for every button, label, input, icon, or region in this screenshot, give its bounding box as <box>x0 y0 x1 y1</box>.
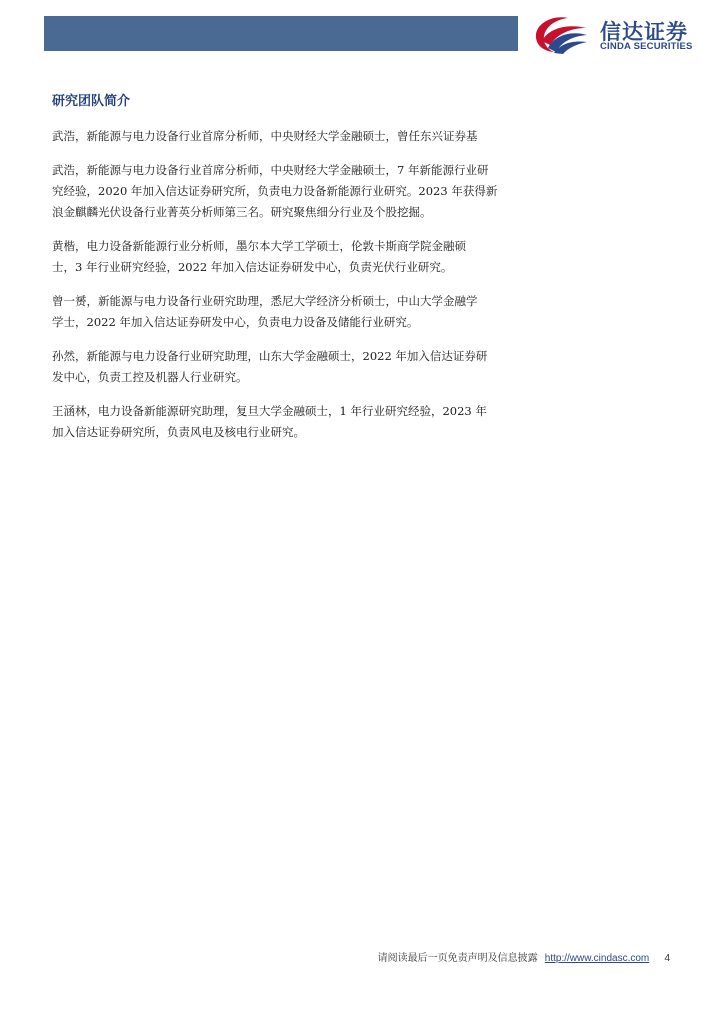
bio-line: 武浩，新能源与电力设备行业首席分析师，中央财经大学金融硕士，7 年新能源行业研 <box>52 163 489 177</box>
logo-name-cn: 信达证券 <box>600 20 688 44</box>
bio-line: 王涵林，电力设备新能源研究助理，复旦大学金融硕士，1 年行业研究经验，2023 年 <box>52 404 487 418</box>
website-link[interactable]: http://www.cindasc.com <box>544 953 650 964</box>
page-footer <box>378 949 670 964</box>
section-title: 研究团队简介 <box>52 94 131 109</box>
bio-line: 士，3 年行业研究经验，2022 年加入信达证券研发中心，负责光伏行业研究。 <box>52 260 453 274</box>
bio-line: 武浩，新能源与电力设备行业首席分析师，中央财经大学金融硕士，曾任东兴证券基 <box>52 129 478 143</box>
header-bar <box>44 16 518 51</box>
bio-line: 究经验，2020 年加入信达证券研究所，负责电力设备新能源行业研究。2023 年获得新 <box>52 184 498 198</box>
bio-line: 加入信达证券研究所，负责风电及核电行业研究。 <box>52 425 305 439</box>
bio-line: 曾一赟，新能源与电力设备行业研究助理，悉尼大学经济分析硕士，中山大学金融学 <box>52 294 478 308</box>
page-number: 4 <box>664 953 670 964</box>
bio-paragraph <box>52 126 552 147</box>
bio-paragraph <box>52 160 552 223</box>
bio-line: 孙然，新能源与电力设备行业研究助理，山东大学金融硕士，2022 年加入信达证券研 <box>52 349 488 363</box>
bio-line: 发中心，负责工控及机器人行业研究。 <box>52 370 248 384</box>
bio-line: 浪金麒麟光伏设备行业菁英分析师第三名。研究聚焦细分行业及个股挖掘。 <box>52 205 432 219</box>
bio-line: 黄楷，电力设备新能源行业分析师，墨尔本大学工学硕士，伦敦卡斯商学院金融硕 <box>52 239 466 253</box>
bio-paragraph <box>52 401 552 443</box>
bio-list <box>52 126 552 456</box>
cinda-logo-icon <box>532 14 588 54</box>
bio-line: 学士，2022 年加入信达证券研发中心，负责电力设备及储能行业研究。 <box>52 315 419 329</box>
bio-paragraph <box>52 236 552 278</box>
bio-paragraph <box>52 346 552 388</box>
footer-disclaimer: 请阅读最后一页免责声明及信息披露 <box>377 953 538 964</box>
company-logo <box>532 14 708 56</box>
logo-name-en: CINDA SECURITIES <box>600 41 693 52</box>
bio-paragraph <box>52 291 552 333</box>
